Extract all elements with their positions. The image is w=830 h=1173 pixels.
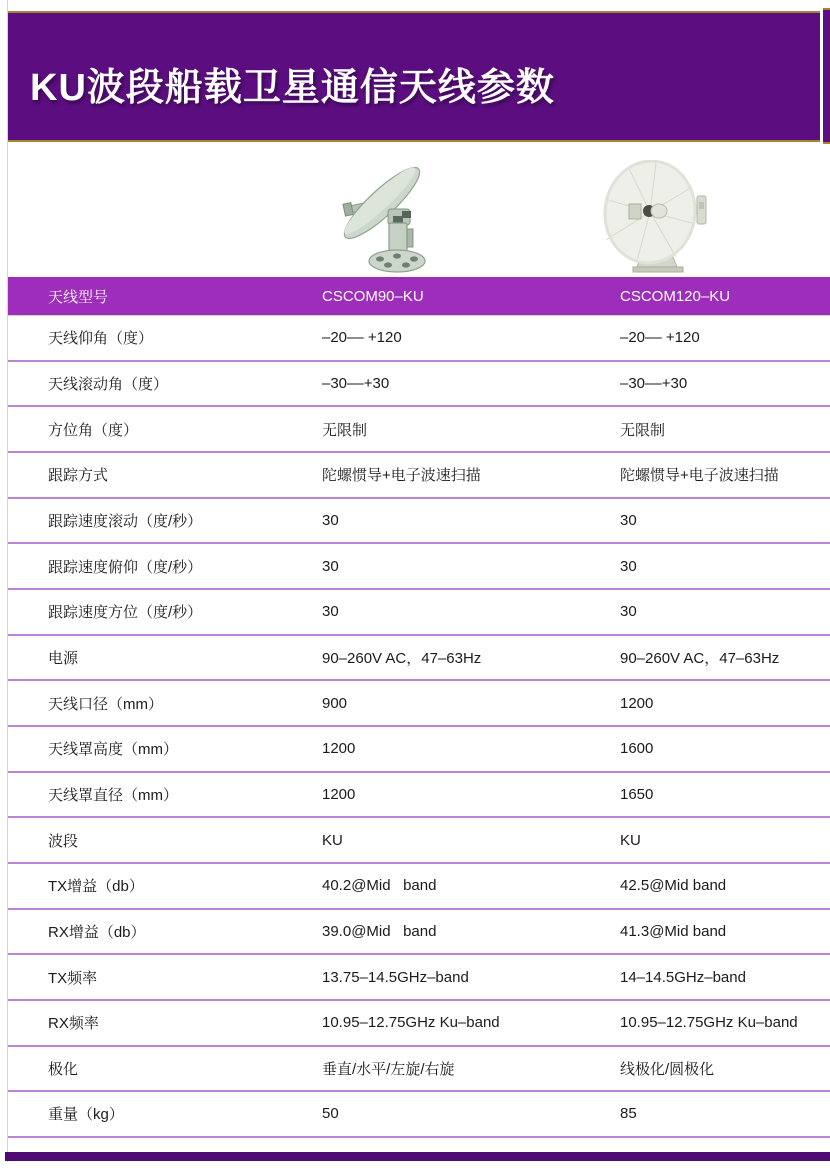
value-cscom120: –20–– +120 [620, 329, 700, 347]
param-label: 极化 [48, 1060, 79, 1078]
antenna-photo-cscom90 [330, 153, 440, 279]
value-cscom90: 10.95–12.75GHz Ku–band [322, 1014, 500, 1032]
value-cscom120: 无限制 [620, 421, 666, 439]
model-header-cscom90: CSCOM90–KU [322, 287, 424, 305]
value-cscom90: 1200 [322, 785, 356, 803]
value-cscom120: 陀螺惯导+电子波速扫描 [620, 467, 779, 485]
table-row [8, 773, 830, 819]
table-row [8, 636, 830, 682]
value-cscom120: 30 [620, 603, 637, 621]
value-cscom90: 900 [322, 694, 348, 712]
table-row [8, 362, 830, 408]
value-cscom90: KU [322, 831, 343, 849]
table-row [8, 453, 830, 499]
page-title: KU波段船载卫星通信天线参数 [30, 67, 555, 109]
title-banner-edge [823, 8, 830, 144]
param-label: 跟踪方式 [48, 467, 109, 485]
param-label: RX频率 [48, 1015, 99, 1033]
table-header-row [8, 277, 830, 316]
value-cscom120: 1650 [620, 785, 654, 803]
value-cscom90: 50 [322, 1105, 339, 1123]
param-label: 天线仰角（度） [48, 330, 154, 348]
value-cscom90: 39.0@Mid band [322, 922, 437, 940]
table-row [8, 499, 830, 545]
value-cscom90: 90–260V AC，47–63Hz [322, 649, 482, 667]
table-row [8, 864, 830, 910]
value-cscom90: –20–– +120 [322, 329, 402, 347]
table-row [8, 955, 830, 1001]
param-label: 波段 [48, 832, 79, 850]
value-cscom120: 85 [620, 1105, 637, 1123]
value-cscom120: 30 [620, 511, 637, 529]
value-cscom90: 垂直/水平/左旋/右旋 [322, 1060, 455, 1078]
param-label: 跟踪速度方位（度/秒） [48, 604, 203, 622]
param-label: 跟踪速度俯仰（度/秒） [48, 558, 203, 576]
param-label: 天线口径（mm） [48, 695, 163, 713]
value-cscom90: 40.2@Mid band [322, 877, 437, 895]
value-cscom120: 41.3@Mid band [620, 922, 727, 940]
antenna-photo-cscom120 [593, 160, 718, 276]
model-header-cscom120: CSCOM120–KU [620, 287, 731, 305]
value-cscom120: 42.5@Mid band [620, 877, 727, 895]
param-label: TX频率 [48, 969, 98, 987]
table-body [8, 316, 830, 1138]
table-row [8, 544, 830, 590]
value-cscom120: 30 [620, 557, 637, 575]
value-cscom90: 13.75–14.5GHz–band [322, 968, 469, 986]
spec-table [8, 277, 830, 1138]
table-row [8, 681, 830, 727]
table-row [8, 1092, 830, 1138]
value-cscom120: 线极化/圆极化 [620, 1060, 715, 1078]
param-label: 天线罩高度（mm） [48, 741, 178, 759]
table-row [8, 316, 830, 362]
param-label: 重量（kg） [48, 1106, 124, 1124]
table-row [8, 1001, 830, 1047]
value-cscom120: 10.95–12.75GHz Ku–band [620, 1014, 798, 1032]
table-row [8, 818, 830, 864]
title-banner [8, 11, 820, 142]
param-label: RX增益（db） [48, 923, 146, 941]
param-label: 天线罩直径（mm） [48, 786, 178, 804]
value-cscom90: 30 [322, 511, 339, 529]
value-cscom120: 1600 [620, 740, 654, 758]
table-row [8, 1047, 830, 1093]
table-row [8, 590, 830, 636]
value-cscom120: 90–260V AC，47–63Hz [620, 649, 780, 667]
value-cscom120: 14–14.5GHz–band [620, 968, 746, 986]
value-cscom90: –30––+30 [322, 374, 390, 392]
value-cscom120: KU [620, 831, 641, 849]
param-label: 电源 [48, 649, 79, 667]
value-cscom90: 无限制 [322, 421, 368, 439]
value-cscom120: –30––+30 [620, 374, 688, 392]
value-cscom120: 1200 [620, 694, 654, 712]
param-label: TX增益（db） [48, 878, 144, 896]
footer-accent-bar [5, 1152, 830, 1161]
param-label: 天线滚动角（度） [48, 375, 169, 393]
table-row [8, 407, 830, 453]
value-cscom90: 陀螺惯导+电子波速扫描 [322, 467, 481, 485]
value-cscom90: 30 [322, 603, 339, 621]
table-row [8, 727, 830, 773]
param-label: 方位角（度） [48, 421, 139, 439]
value-cscom90: 30 [322, 557, 339, 575]
param-label: 跟踪速度滚动（度/秒） [48, 512, 203, 530]
param-column-header: 天线型号 [48, 288, 109, 306]
table-row [8, 910, 830, 956]
value-cscom90: 1200 [322, 740, 356, 758]
